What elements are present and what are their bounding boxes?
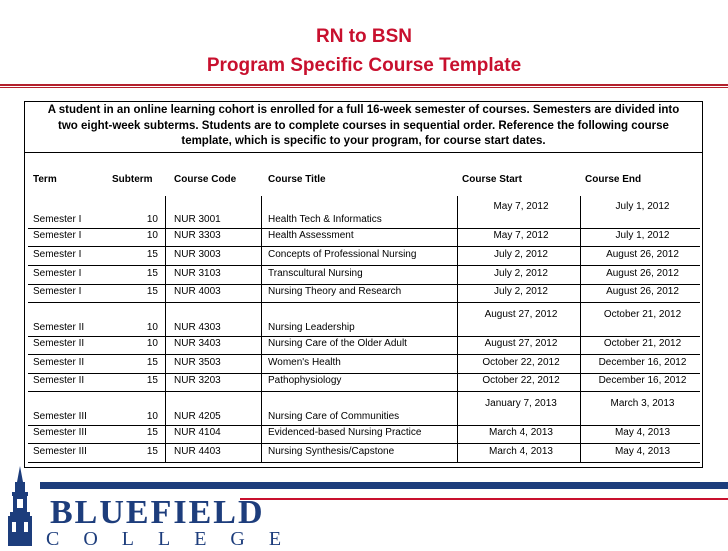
- cell-course-start: October 22, 2012: [482, 375, 560, 386]
- cell-subterm: 10: [146, 411, 158, 422]
- cell-course-code: NUR 3103: [174, 268, 221, 279]
- cell-course-code: NUR 3003: [174, 249, 221, 260]
- cell-course-start: May 7, 2012: [493, 201, 549, 212]
- cell-subterm: 10: [146, 322, 158, 333]
- cell-course-end: December 16, 2012: [598, 357, 687, 368]
- row-divider: [28, 336, 700, 337]
- cell-course-start: July 2, 2012: [494, 286, 548, 297]
- cell-term: Semester II: [33, 375, 85, 386]
- intro-line-1: A student in an online learning cohort is enrolled for a full 16-week semester of courses. Semesters are divided into: [47, 104, 680, 116]
- row-divider: [28, 246, 700, 247]
- page-subtitle: Program Specific Course Template: [206, 55, 522, 76]
- cell-course-end: December 16, 2012: [598, 375, 687, 386]
- cell-course-code: NUR 4403: [174, 446, 221, 457]
- cell-course-title: Health Assessment: [268, 230, 354, 241]
- title-divider: [0, 84, 728, 86]
- page-title: RN to BSN: [315, 26, 413, 47]
- cell-term: Semester II: [33, 357, 85, 368]
- cell-subterm: 15: [146, 268, 158, 279]
- cell-term: Semester III: [33, 446, 87, 457]
- cell-subterm: 10: [146, 214, 158, 225]
- cell-subterm: 15: [146, 286, 158, 297]
- row-divider: [28, 462, 700, 463]
- cell-course-title: Pathophysiology: [268, 375, 342, 386]
- header-subterm: Subterm: [112, 174, 153, 185]
- cell-course-title: Concepts of Professional Nursing: [268, 249, 417, 260]
- cell-course-title: Nursing Care of Communities: [268, 411, 400, 422]
- cell-course-title: Nursing Theory and Research: [268, 286, 402, 297]
- column-divider: [580, 196, 581, 462]
- cell-course-start: August 27, 2012: [484, 338, 558, 349]
- cell-course-end: August 26, 2012: [606, 249, 679, 260]
- cell-course-start: August 27, 2012: [484, 309, 558, 320]
- cell-term: Semester I: [33, 230, 82, 241]
- intro-line-3: template, which is specific to your program, for course start dates.: [181, 135, 546, 147]
- column-divider: [457, 196, 458, 462]
- row-divider: [28, 443, 700, 444]
- cell-course-code: NUR 3203: [174, 375, 221, 386]
- cell-course-title: Transcultural Nursing: [268, 268, 363, 279]
- cell-course-title: Nursing Care of the Older Adult: [268, 338, 407, 349]
- cell-term: Semester II: [33, 322, 85, 333]
- cell-course-code: NUR 3303: [174, 230, 221, 241]
- cell-course-start: May 7, 2012: [493, 230, 549, 241]
- cell-course-end: October 21, 2012: [603, 338, 682, 349]
- intro-line-2: two eight-week subterms. Students are to complete courses in sequential order. Reference the following course: [58, 119, 669, 132]
- row-divider: [28, 425, 700, 426]
- cell-course-end: May 4, 2013: [614, 427, 671, 438]
- column-divider: [165, 196, 166, 462]
- cell-course-end: July 1, 2012: [615, 230, 670, 241]
- row-divider: [28, 302, 700, 303]
- cell-term: Semester I: [33, 286, 82, 297]
- cell-term: Semester III: [33, 411, 87, 422]
- footer-red-bar: [240, 498, 728, 500]
- logo-subtitle: COLLEGE: [46, 528, 306, 550]
- cell-course-start: July 2, 2012: [494, 249, 548, 260]
- row-divider: [28, 284, 700, 285]
- row-divider: [28, 373, 700, 374]
- cell-course-code: NUR 3403: [174, 338, 221, 349]
- cell-subterm: 15: [146, 427, 158, 438]
- bell-tower-icon: [0, 466, 42, 546]
- row-divider: [28, 354, 700, 355]
- cell-course-code: NUR 4303: [174, 322, 221, 333]
- cell-course-end: March 3, 2013: [610, 398, 675, 409]
- cell-term: Semester III: [33, 427, 87, 438]
- cell-course-code: NUR 4205: [174, 411, 221, 422]
- cell-subterm: 15: [146, 446, 158, 457]
- cell-course-end: July 1, 2012: [615, 201, 670, 212]
- cell-course-title: Women's Health: [268, 357, 341, 368]
- intro-text: [24, 103, 703, 150]
- cell-subterm: 10: [146, 338, 158, 349]
- header-term: Term: [33, 174, 57, 185]
- cell-course-title: Nursing Leadership: [268, 322, 355, 333]
- cell-term: Semester I: [33, 249, 82, 260]
- cell-course-end: May 4, 2013: [614, 446, 671, 457]
- title-divider-thin: [0, 87, 728, 88]
- cell-term: Semester II: [33, 338, 85, 349]
- cell-course-title: Evidenced-based Nursing Practice: [268, 427, 422, 438]
- cell-course-start: July 2, 2012: [494, 268, 548, 279]
- cell-term: Semester I: [33, 268, 82, 279]
- footer-blue-bar: [40, 482, 728, 489]
- header-course-code: Course Code: [174, 174, 237, 185]
- cell-course-start: March 4, 2013: [489, 446, 553, 457]
- cell-course-code: NUR 4104: [174, 427, 221, 438]
- cell-course-code: NUR 3503: [174, 357, 221, 368]
- cell-subterm: 15: [146, 249, 158, 260]
- row-divider: [28, 391, 700, 392]
- row-divider: [28, 265, 700, 266]
- cell-course-title: Nursing Synthesis/Capstone: [268, 446, 395, 457]
- header-course-end: Course End: [585, 174, 642, 185]
- cell-course-start: March 4, 2013: [489, 427, 553, 438]
- intro-divider: [24, 152, 703, 153]
- cell-course-end: August 26, 2012: [606, 286, 679, 297]
- cell-course-code: NUR 3001: [174, 214, 221, 225]
- cell-course-start: January 7, 2013: [485, 398, 557, 409]
- cell-subterm: 15: [146, 357, 158, 368]
- column-divider: [261, 196, 262, 462]
- cell-subterm: 10: [146, 230, 158, 241]
- logo-wordmark: BLUEFIELD: [50, 494, 265, 531]
- header-course-start: Course Start: [462, 174, 523, 185]
- cell-course-title: Health Tech & Informatics: [268, 214, 382, 225]
- cell-term: Semester I: [33, 214, 82, 225]
- cell-subterm: 15: [146, 375, 158, 386]
- cell-course-end: August 26, 2012: [606, 268, 679, 279]
- cell-course-end: October 21, 2012: [603, 309, 682, 320]
- cell-course-start: October 22, 2012: [482, 357, 560, 368]
- cell-course-code: NUR 4003: [174, 286, 221, 297]
- header-course-title: Course Title: [268, 174, 326, 185]
- row-divider: [28, 228, 700, 229]
